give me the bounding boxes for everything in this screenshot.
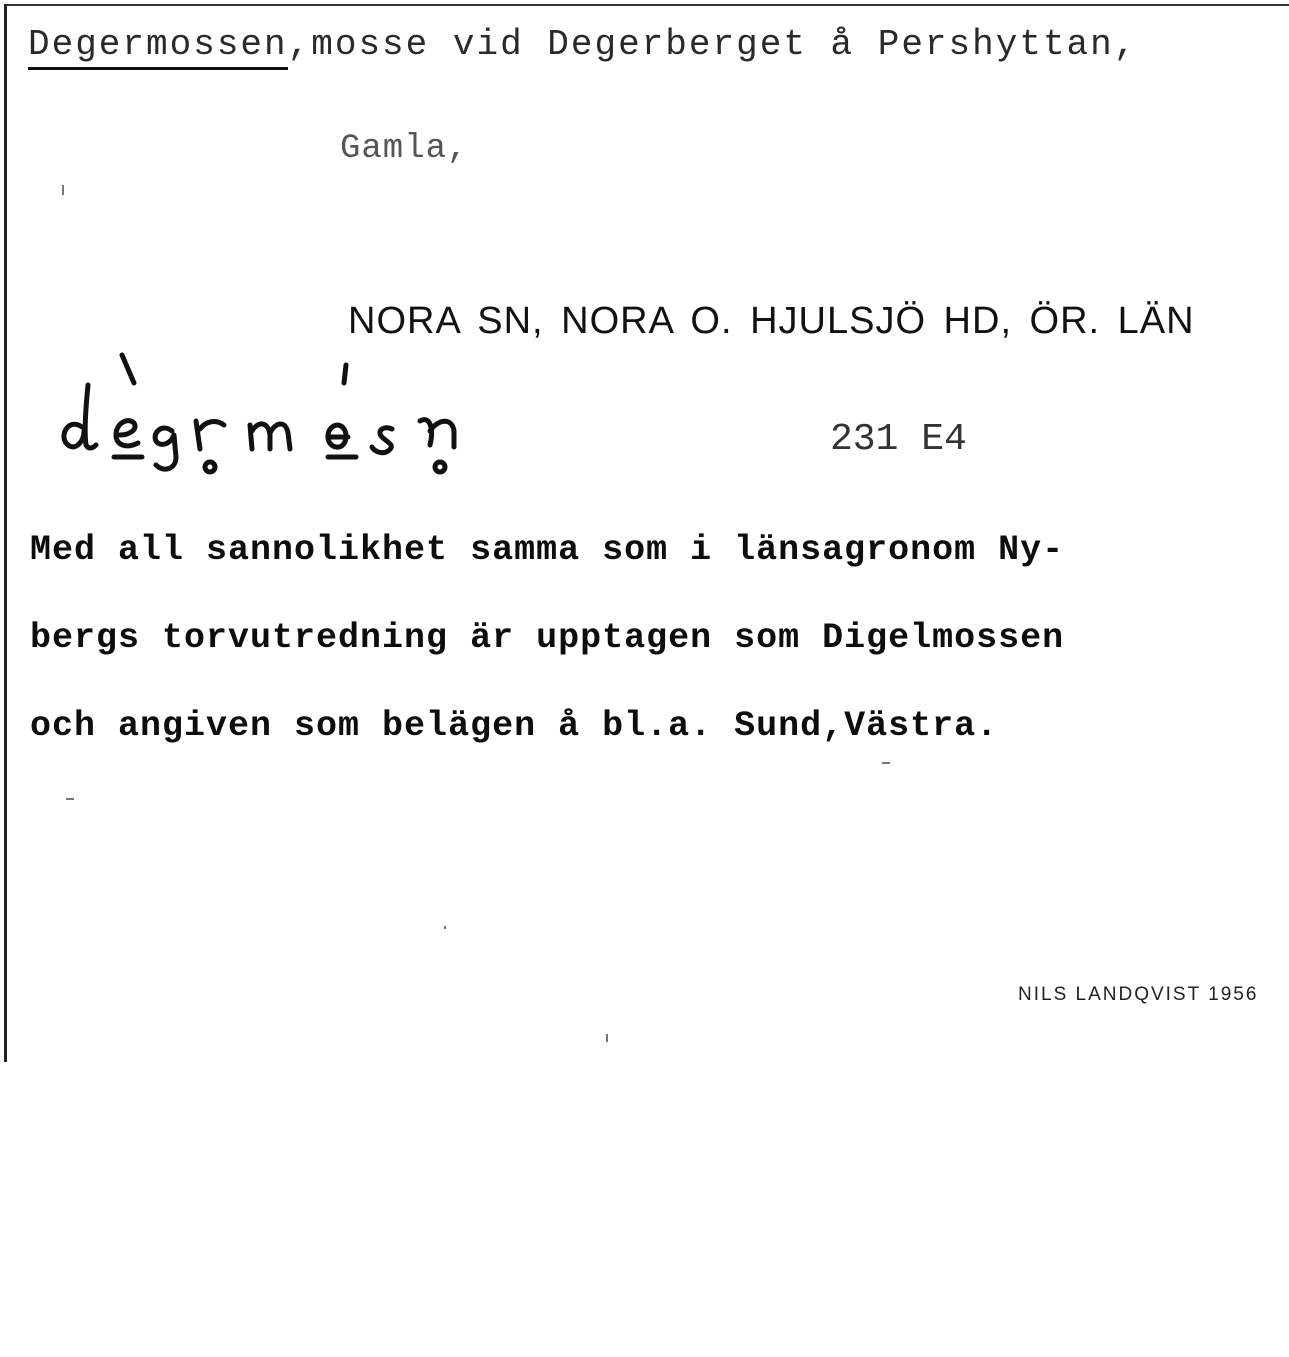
- headword-description: ,mosse vid Degerberget å Pershyttan,: [287, 24, 1138, 65]
- phonetic-transcription: [50, 345, 480, 485]
- note-line: och angiven som belägen å bl.a. Sund,Västra.: [30, 706, 999, 746]
- sub-location: Gamla,: [340, 130, 469, 168]
- parish-line: NORA SN, NORA O. HJULSJÖ HD, ÖR. LÄN: [348, 300, 1195, 342]
- card-note: [30, 506, 1270, 770]
- scan-speck: [882, 762, 890, 764]
- scan-speck: [606, 1034, 608, 1042]
- signature: NILS LANDQVIST 1956: [1018, 984, 1259, 1005]
- scan-speck: [62, 185, 64, 195]
- scan-speck: [66, 798, 74, 800]
- headword: Degermossen: [28, 24, 288, 70]
- map-reference: 231 E4: [830, 418, 967, 461]
- card-top-edge: [4, 4, 1289, 6]
- scan-speck: [444, 926, 446, 929]
- card-left-edge: [4, 4, 7, 1062]
- headword-line: [28, 24, 1137, 65]
- note-line: bergs torvutredning är upptagen som Digelmossen: [30, 618, 1065, 658]
- note-line: Med all sannolikhet samma som i länsagronom Ny-: [30, 530, 1065, 570]
